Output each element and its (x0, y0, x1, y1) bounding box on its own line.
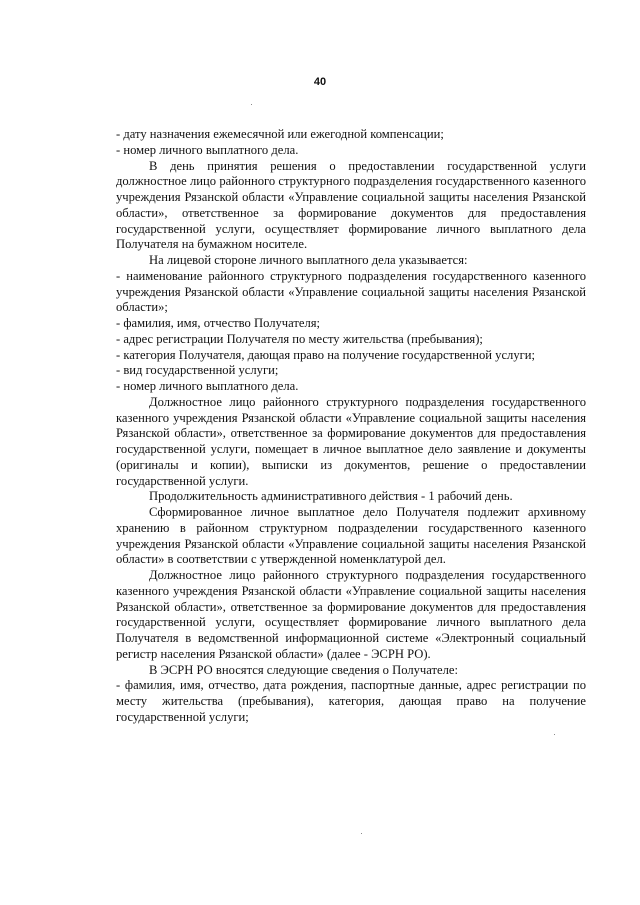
paragraph: - номер личного выплатного дела. (116, 379, 299, 393)
scan-speck: · (360, 828, 363, 838)
paragraph: - дату назначения ежемесячной или ежегодной компенсации; (116, 127, 444, 141)
paragraph: - адрес регистрации Получателя по месту жительства (пребывания); (116, 331, 483, 346)
document-body (116, 127, 586, 726)
paragraph: В день принятия решения о предоставлении государственной услуги должностное лицо районного структурного подразделения государственного казенного учреждения Рязанской области «Управление социальной защиты населения Рязанской области», ответственное за формирование документов для предоставления государственной услуги, осуществляет формирование личного выплатного дела Получателя на бумажном носителе. (116, 158, 586, 252)
paragraph: Должностное лицо районного структурного подразделения государственного казенного учреждения Рязанской области «Управление социальной защиты населения Рязанской области», ответственное за формирование документов для предоставления государственной услуги, помещает в личное выплатное дело заявление и документы (оригиналы и копии), выписки из документов, решение о предоставлении государственной услуги. (116, 394, 586, 488)
paragraph: Продолжительность административного действия - 1 рабочий день. (149, 489, 513, 504)
paragraph: - фамилия, имя, отчество, дата рождения, паспортные данные, адрес регистрации по месту жительства (пребывания), категория, дающая право на получение государственной услуги; (116, 678, 586, 724)
paragraph: В ЭСРН РО вносятся следующие сведения о Получателе: (149, 662, 458, 677)
paragraph: - вид государственной услуги; (116, 363, 279, 378)
scan-speck: · (553, 729, 556, 739)
paragraph: - наименование районного структурного подразделения государственного казенного учреждения Рязанской области «Управление социальной защиты населения Рязанской области»; (116, 268, 586, 315)
paragraph: На лицевой стороне личного выплатного дела указывается: (149, 253, 468, 267)
page-number: 40 (313, 76, 327, 88)
scan-speck: · (250, 99, 253, 109)
paragraph: - номер личного выплатного дела. (116, 142, 299, 157)
paragraph: - фамилия, имя, отчество Получателя; (116, 316, 321, 330)
paragraph: Должностное лицо районного структурного подразделения государственного казенного учреждения Рязанской области «Управление социальной защиты населения Рязанской области», ответственное за формирование документов для предоставления государственной услуги, осуществляет формирование личного выплатного дела Получателя в ведомственной информационной системе «Электронный социальный регистр населения Рязанской области» (далее - ЭСРН РО). (116, 568, 586, 661)
paragraph: Сформированное личное выплатное дело Получателя подлежит архивному хранению в районном структурном подразделении государственного казенного учреждения Рязанской области «Управление социальной защиты населения Рязанской области» в соответствии с утвержденной номенклатурой дел. (116, 505, 586, 567)
paragraph: - категория Получателя, дающая право на получение государственной услуги; (116, 347, 536, 362)
